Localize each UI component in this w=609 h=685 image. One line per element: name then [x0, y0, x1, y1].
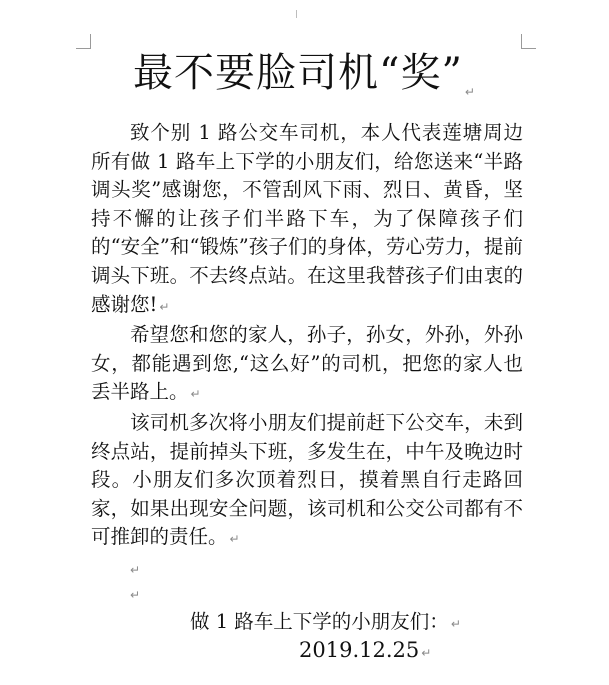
signature-line	[190, 608, 461, 638]
paragraph-1	[91, 119, 523, 321]
paragraph-1-text: 致个别 1 路公交车司机，本人代表莲塘周边所有做 1 路车上下学的小朋友们，给您送来“半路调头奖”感谢您，不管刮风下雨、烈日、黄昏，坚持不懈的让孩子们半路下车，为了保障孩子们的“安全”和“锻炼”孩子们的身体，劳心劳力，提前调头下班。不去终点站。在这里我替孩子们由衷的感谢您!	[91, 121, 523, 316]
document-title-block	[0, 46, 609, 119]
date-text: 2019.12.25	[299, 638, 420, 662]
date-line	[299, 636, 431, 667]
paragraph-2	[91, 321, 523, 409]
paragraph-2-text: 希望您和您的家人，孙子，孙女，外孙，外孙女，都能遇到您,“这么好”的司机，把您的家人也丢半路上。	[91, 323, 523, 404]
paragraph-mark-icon: ↵	[190, 387, 201, 402]
ruler-tick-mark	[296, 10, 297, 18]
document-title: 最不要脸司机“奖”	[133, 50, 463, 96]
empty-paragraph-mark-icon: ↵	[130, 588, 141, 602]
paragraph-mark-icon: ↵	[450, 617, 461, 631]
document-body	[91, 119, 523, 554]
paragraph-3-text: 该司机多次将小朋友们提前赶下公交车，未到终点站，提前掉头下班，多发生在，中午及晚边时段。小朋友们多次顶着烈日，摸着黑自行走路回家，如果出现安全问题，该司机和公交公司都有不可推卸的责任。	[91, 410, 523, 549]
signature-text: 做 1 路车上下学的小朋友们：	[190, 610, 449, 633]
paragraph-3	[91, 409, 523, 554]
paragraph-mark-icon: ↵	[159, 299, 170, 314]
empty-paragraph-mark-icon: ↵	[130, 563, 141, 577]
paragraph-mark-icon: ↵	[229, 532, 240, 547]
paragraph-mark-icon: ↵	[421, 646, 432, 660]
paragraph-mark-icon: ↵	[464, 85, 476, 99]
